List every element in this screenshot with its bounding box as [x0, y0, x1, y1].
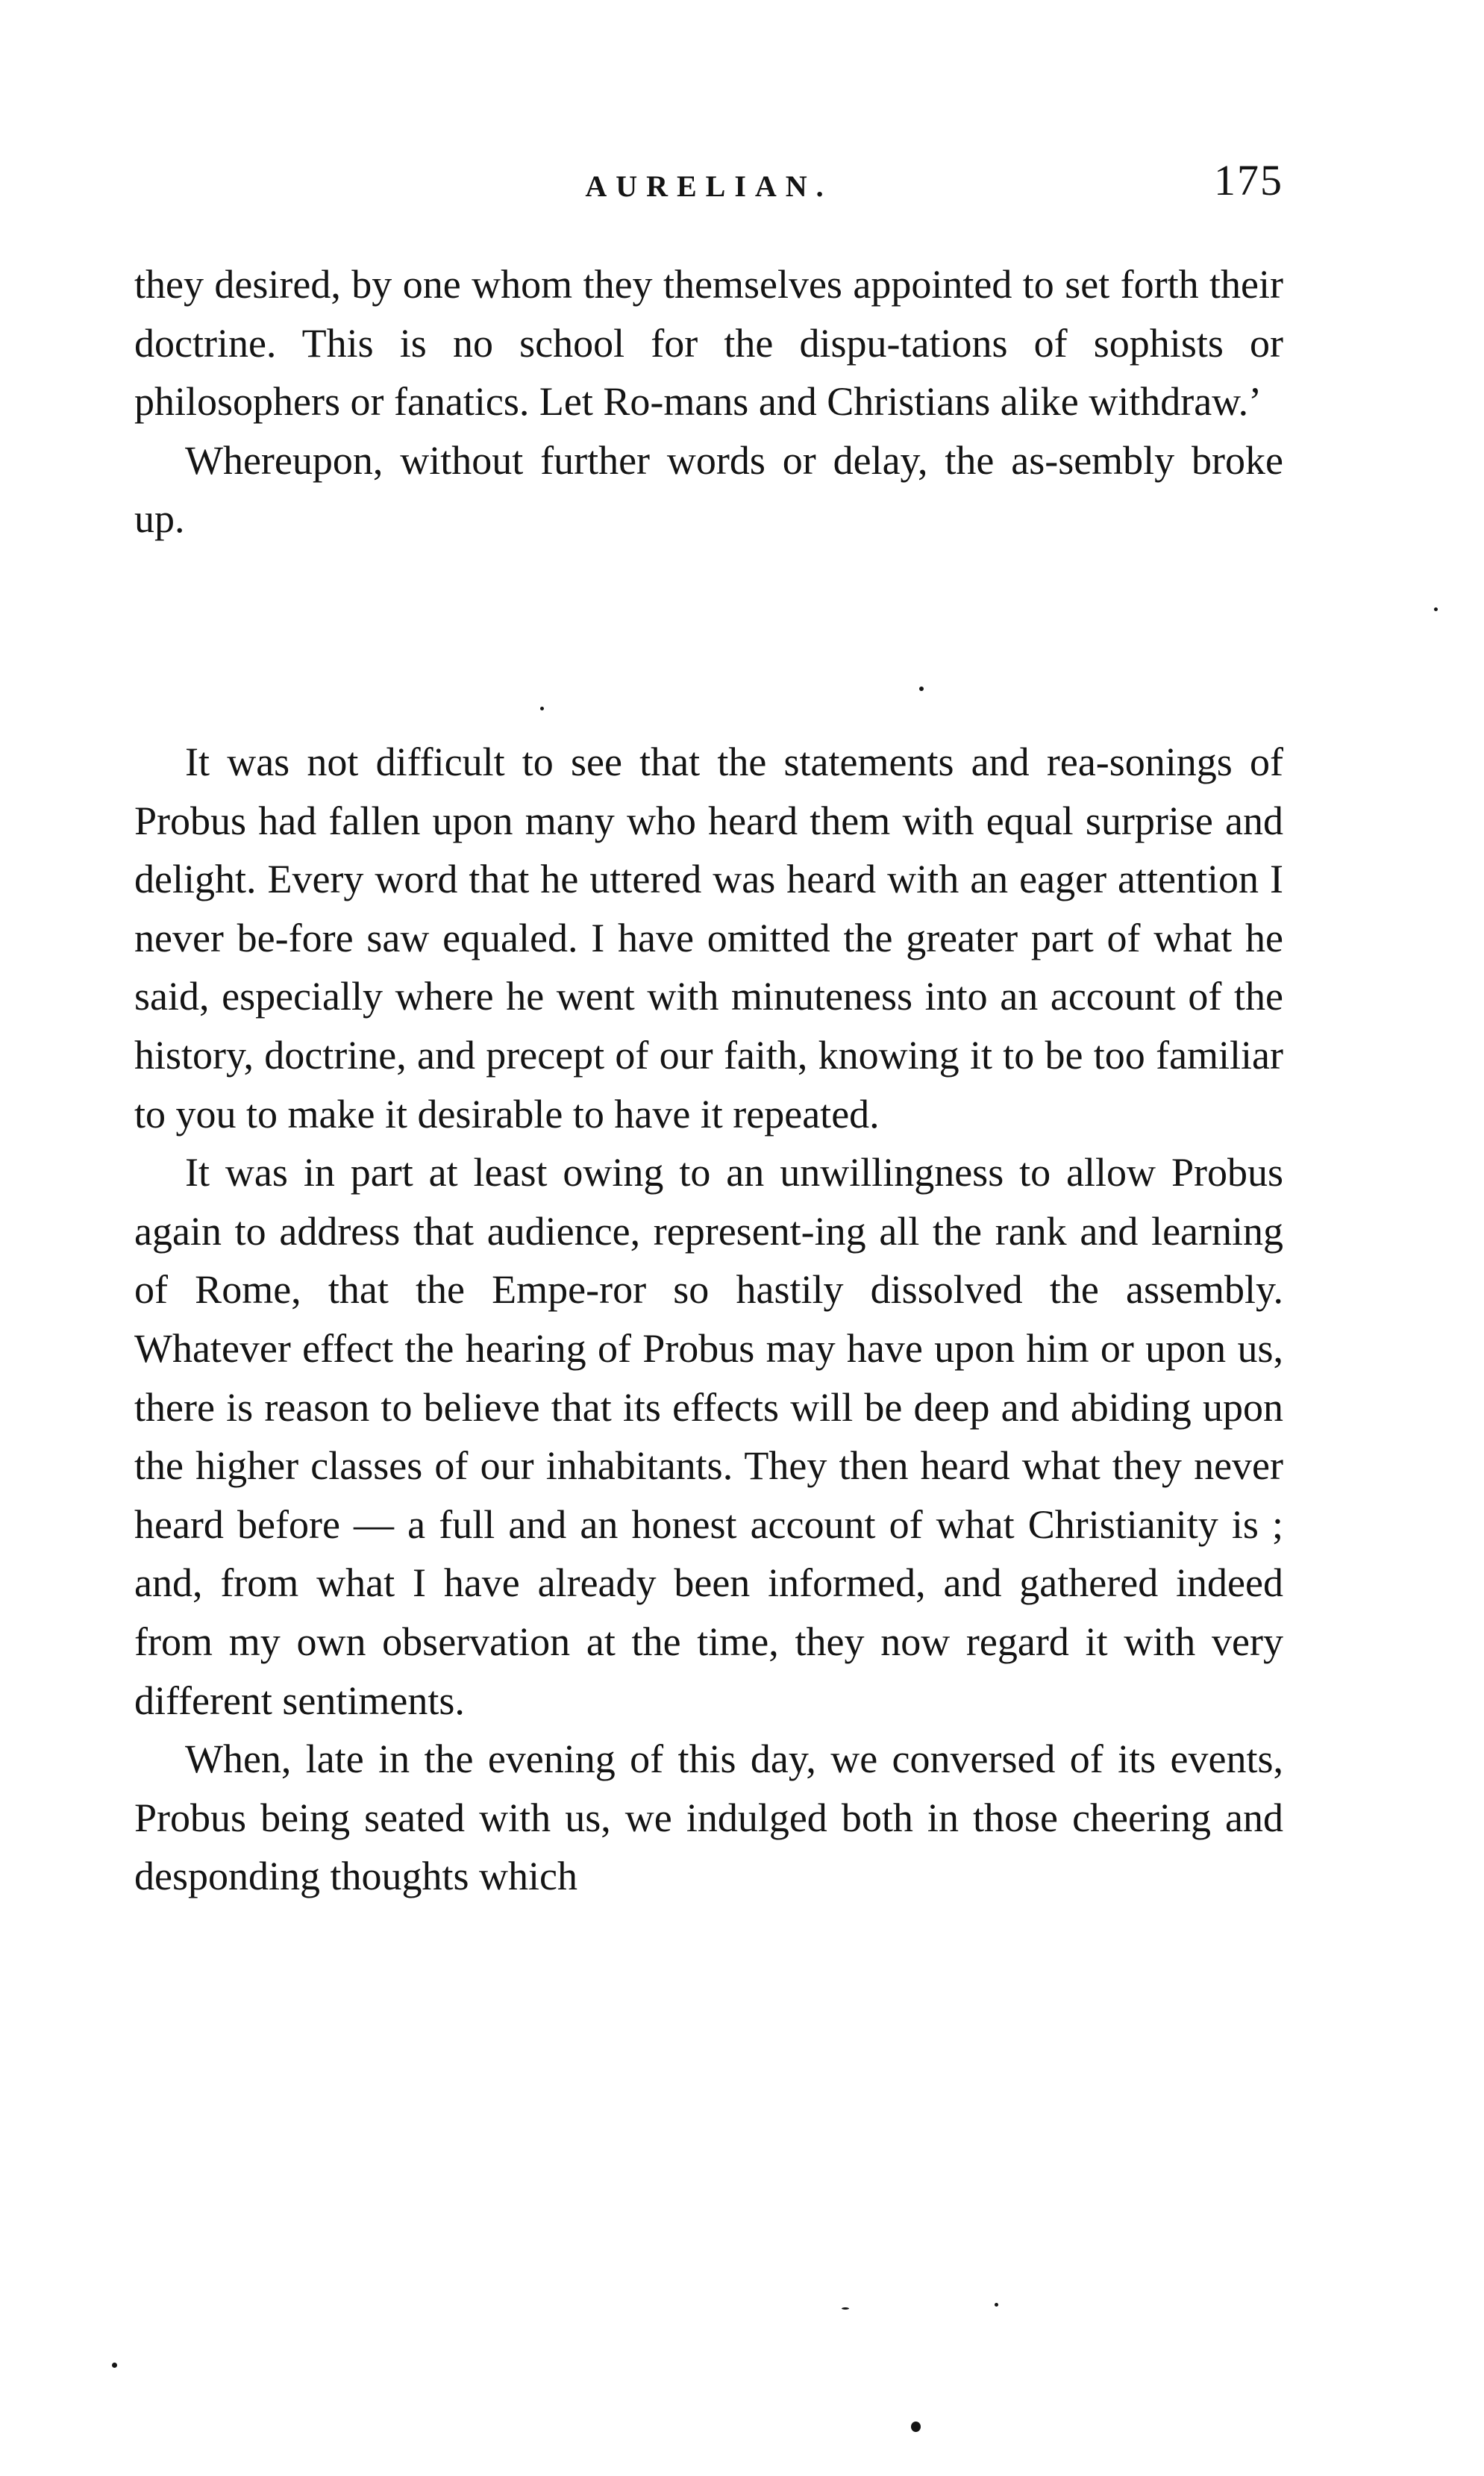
paragraph: they desired, by one whom they themselves appointed to set forth their doctrine. This is no school for the dispu-tations of sophists or philosophers or fanatics. Let Ro-mans and Christians alike withdraw.’	[134, 262, 1283, 425]
ink-speck	[919, 687, 924, 691]
ink-speck	[995, 2303, 998, 2307]
ink-speck	[842, 2307, 849, 2310]
page-number: 175	[1214, 156, 1283, 204]
paragraph: It was in part at least owing to an unwillingness to allow Probus again to address that audience, represent-ing all the rank and learning of Rome, that the Empe-ror so hastily dissolved the assembly. Whatever effect the hearing of Probus may have upon him or upon us, there is reason to believe that its effects will be deep and abiding upon the higher classes of our inhabitants. They then heard what they never heard before — a full and an honest account of what Christianity is ; and, from what I have already been informed, and gathered indeed from my own observation at the time, they now regard it with very different sentiments.	[134, 1150, 1283, 1723]
ink-speck	[112, 2363, 117, 2368]
paragraph: Whereupon, without further words or delay, the as-sembly broke up.	[134, 437, 1283, 542]
text-section-2	[134, 733, 1283, 1906]
text-section-1	[134, 255, 1283, 548]
running-head	[134, 155, 1283, 207]
ink-speck	[1434, 607, 1438, 611]
running-title: AURELIAN.	[585, 169, 833, 203]
ink-speck	[911, 2422, 921, 2432]
ink-speck	[540, 707, 544, 710]
paragraph: It was not difficult to see that the statements and rea-sonings of Probus had fallen upon many who heard them with equal surprise and delight. Every word that he uttered was heard with an eager attention I never be-fore saw equaled. I have omitted the greater part of what he said, especially where he went with minuteness into an account of the history, doctrine, and precept of our faith, knowing it to be too familiar to you to make it desirable to have it repeated.	[134, 740, 1283, 1137]
paragraph: When, late in the evening of this day, we conversed of its events, Probus being seated with us, we indulged both in those cheering and desponding thoughts which	[134, 1736, 1283, 1899]
